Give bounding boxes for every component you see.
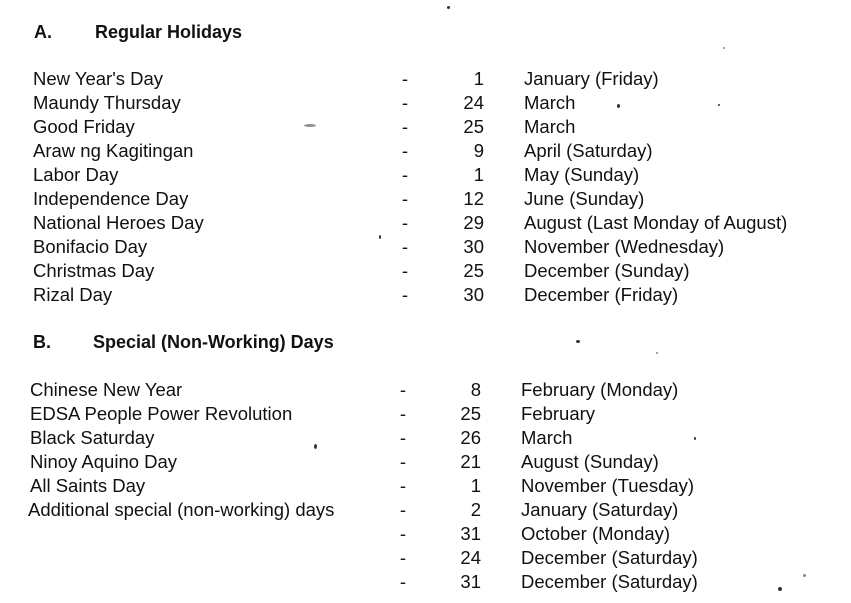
section-b-title: Special (Non-Working) Days: [93, 332, 334, 352]
holiday-name: New Year's Day: [33, 68, 164, 89]
holiday-month: May (Sunday): [524, 164, 640, 185]
holiday-day: 30: [463, 284, 484, 305]
holiday-month: February: [521, 403, 596, 424]
table-row: [0, 283, 851, 307]
holiday-month: August (Last Monday of August): [524, 212, 788, 233]
table-row: [0, 474, 851, 498]
scan-speck: [723, 47, 725, 49]
holiday-month: November (Wednesday): [524, 236, 725, 257]
table-row: [0, 235, 851, 259]
table-row: [0, 378, 851, 402]
holiday-month: December (Friday): [524, 284, 679, 305]
scan-speck: [803, 574, 806, 577]
holiday-name: Chinese New Year: [30, 379, 183, 400]
holiday-day: 9: [473, 140, 484, 161]
table-row: [0, 91, 851, 115]
separator-dash: -: [401, 284, 409, 305]
holiday-day: 31: [460, 571, 481, 592]
holiday-day: 8: [470, 379, 481, 400]
holiday-name: Good Friday: [33, 116, 135, 137]
table-row: [0, 211, 851, 235]
holiday-month: March: [524, 116, 576, 137]
holiday-day: 25: [463, 260, 484, 281]
separator-dash: -: [401, 236, 409, 257]
section-a-letter: A.: [34, 22, 52, 42]
holiday-day: 12: [463, 188, 484, 209]
holiday-name: Ninoy Aquino Day: [30, 451, 178, 472]
scan-speck: [694, 437, 696, 440]
holiday-name: Black Saturday: [30, 427, 155, 448]
table-row: [0, 450, 851, 474]
holiday-day: 24: [463, 92, 484, 113]
holiday-month: January (Friday): [524, 68, 659, 89]
table-row: [0, 402, 851, 426]
holiday-day: 29: [463, 212, 484, 233]
holiday-month: March: [521, 427, 573, 448]
holiday-month: January (Saturday): [521, 499, 679, 520]
holiday-month: December (Sunday): [524, 260, 690, 281]
holiday-day: 24: [460, 547, 481, 568]
holiday-month: December (Saturday): [521, 571, 698, 592]
separator-dash: -: [399, 475, 407, 496]
separator-dash: -: [401, 260, 409, 281]
separator-dash: -: [399, 523, 407, 544]
holiday-name: Labor Day: [33, 164, 119, 185]
holiday-month: December (Saturday): [521, 547, 698, 568]
separator-dash: -: [401, 164, 409, 185]
scan-speck: [617, 104, 620, 108]
holiday-day: 1: [473, 164, 484, 185]
separator-dash: -: [399, 547, 407, 568]
holiday-day: 2: [470, 499, 481, 520]
separator-dash: -: [399, 499, 407, 520]
separator-dash: -: [401, 116, 409, 137]
separator-dash: -: [401, 188, 409, 209]
holiday-day: 31: [460, 523, 481, 544]
table-row: [0, 426, 851, 450]
holiday-day: 25: [460, 403, 481, 424]
holiday-month: April (Saturday): [524, 140, 653, 161]
holiday-day: 30: [463, 236, 484, 257]
holiday-day: 21: [460, 451, 481, 472]
holiday-month: August (Sunday): [521, 451, 659, 472]
holiday-name: Christmas Day: [33, 260, 155, 281]
holiday-name: EDSA People Power Revolution: [30, 403, 293, 424]
holiday-name: Araw ng Kagitingan: [33, 140, 194, 161]
separator-dash: -: [399, 451, 407, 472]
holiday-name: National Heroes Day: [33, 212, 204, 233]
holiday-month: November (Tuesday): [521, 475, 695, 496]
scan-speck: [447, 6, 450, 9]
table-row: [0, 187, 851, 211]
separator-dash: -: [401, 68, 409, 89]
scan-speck: [379, 235, 381, 239]
scan-speck: [778, 587, 782, 591]
holiday-month: February (Monday): [521, 379, 679, 400]
holiday-day: 1: [473, 68, 484, 89]
scan-speck: [656, 352, 658, 354]
separator-dash: -: [399, 427, 407, 448]
table-row: [0, 163, 851, 187]
table-row: [0, 546, 851, 570]
separator-dash: -: [399, 403, 407, 424]
table-row: [0, 259, 851, 283]
holiday-day: 26: [460, 427, 481, 448]
scan-speck: [718, 104, 720, 106]
table-row: [0, 570, 851, 594]
holiday-month: October (Monday): [521, 523, 671, 544]
separator-dash: -: [399, 379, 407, 400]
scan-speck: [576, 340, 580, 343]
section-b-letter: B.: [33, 332, 51, 352]
table-row: [0, 498, 851, 522]
holiday-name: Independence Day: [33, 188, 189, 209]
section-a-title: Regular Holidays: [95, 22, 243, 42]
separator-dash: -: [401, 92, 409, 113]
scan-speck: [314, 444, 317, 449]
table-row: [0, 522, 851, 546]
holiday-name: Rizal Day: [33, 284, 113, 305]
table-row: [0, 67, 851, 91]
holiday-name: All Saints Day: [30, 475, 146, 496]
scan-speck: [304, 124, 316, 127]
holiday-name: Additional special (non-working) days: [28, 499, 335, 520]
holiday-name: Maundy Thursday: [33, 92, 181, 113]
table-row: [0, 139, 851, 163]
holiday-month: March: [524, 92, 576, 113]
holiday-day: 25: [463, 116, 484, 137]
separator-dash: -: [401, 140, 409, 161]
table-row: [0, 115, 851, 139]
separator-dash: -: [401, 212, 409, 233]
holiday-name: Bonifacio Day: [33, 236, 148, 257]
separator-dash: -: [399, 571, 407, 592]
holiday-day: 1: [470, 475, 481, 496]
holiday-month: June (Sunday): [524, 188, 645, 209]
